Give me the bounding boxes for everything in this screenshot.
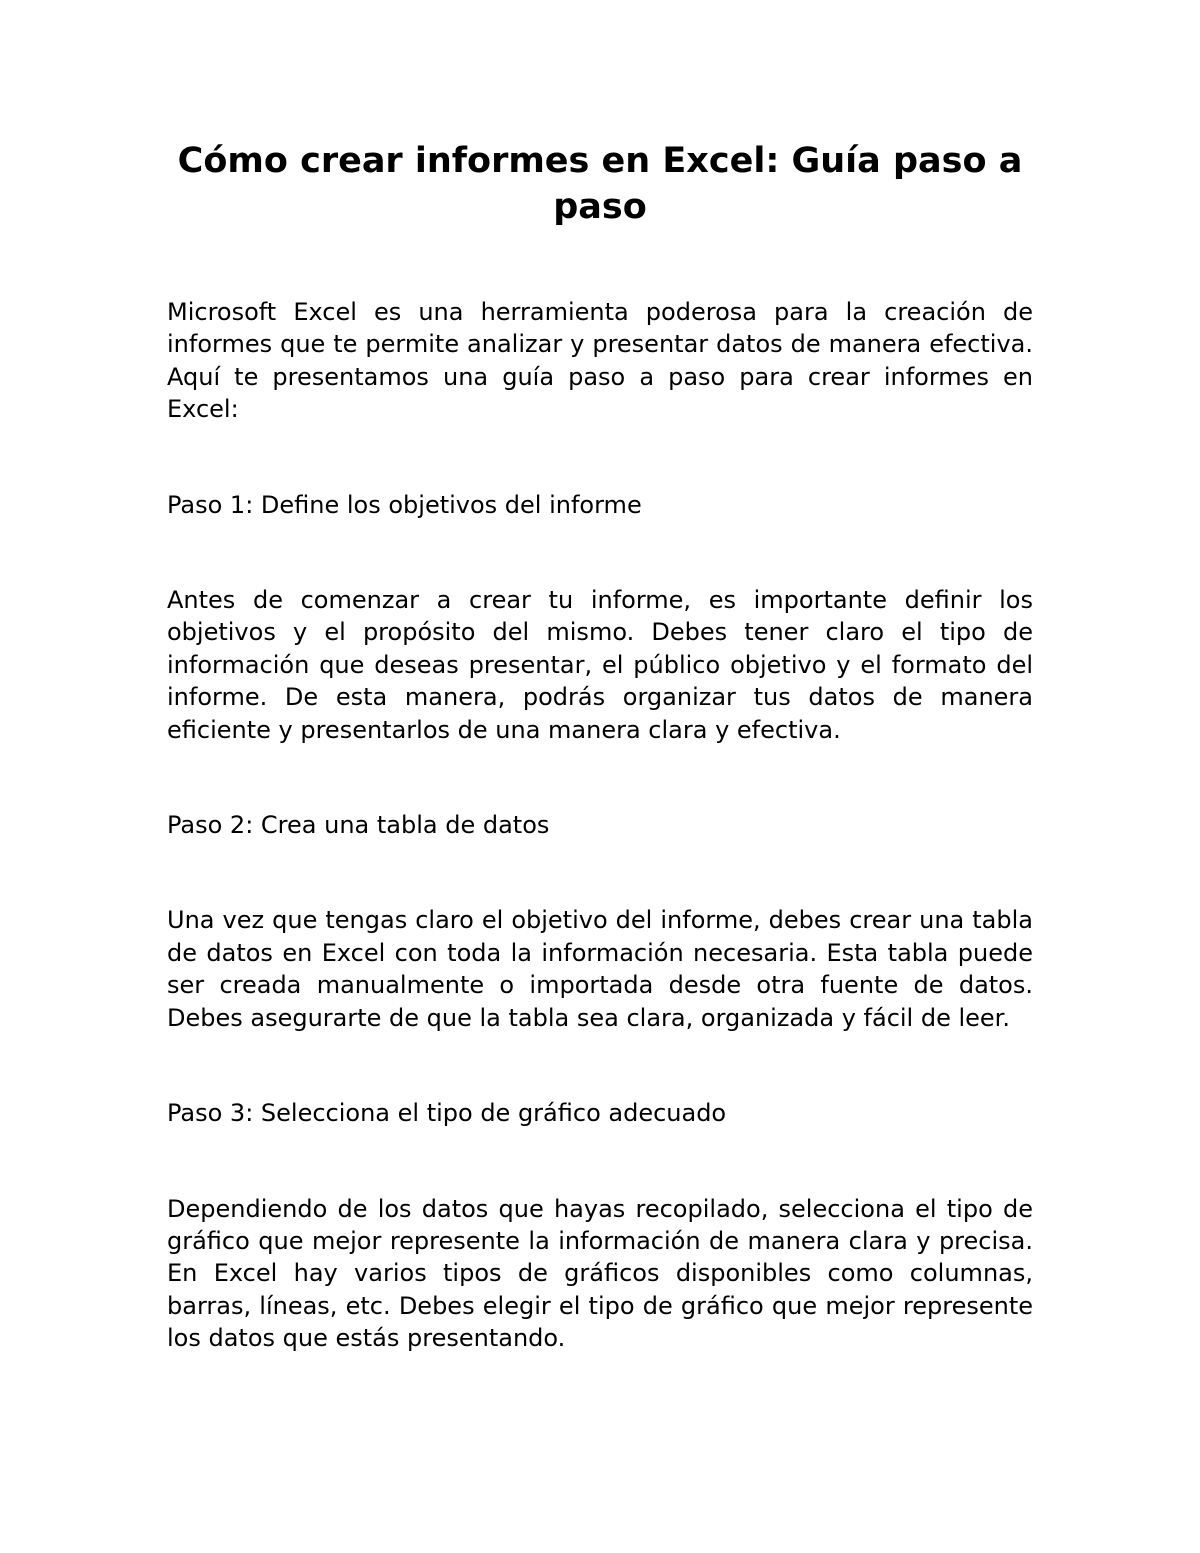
document-title: Cómo crear informes en Excel: Guía paso a paso [177, 141, 1023, 227]
step-3-heading: Paso 3: Selecciona el tipo de gráfico adecuado [167, 1099, 727, 1128]
step-2-heading: Paso 2: Crea una tabla de datos [167, 811, 550, 840]
step-1-body: Antes de comenzar a crear tu informe, es importante definir los objetivos y el propósito del mismo. Debes tener claro el tipo de información que deseas presentar, el público objetivo y el formato del informe. De esta manera, podrás organizar tus datos de manera eficiente y presentarlos de una manera clara y efectiva. [167, 586, 1033, 744]
step-3-body: Dependiendo de los datos que hayas recopilado, selecciona el tipo de gráfico que mejor represente la información de manera clara y precisa. En Excel hay varios tipos de gráficos disponibles como columnas, barras, líneas, etc. Debes elegir el tipo de gráfico que mejor represente los datos que estás presentando. [167, 1194, 1033, 1353]
document-page [167, 130, 1033, 1355]
intro-paragraph: Microsoft Excel es una herramienta poderosa para la creación de informes que te permite analizar y presentar datos de manera efectiva. Aquí te presentamos una guía paso a paso para crear informes en Excel: [167, 298, 1033, 424]
step-2-body: Una vez que tengas claro el objetivo del informe, debes crear una tabla de datos en Excel con toda la información necesaria. Esta tabla puede ser creada manualmente o importada desde otra fuente de datos. Debes asegurarte de que la tabla sea clara, organizada y fácil de leer. [167, 906, 1033, 1032]
step-1-heading: Paso 1: Define los objetivos del informe [167, 490, 642, 519]
